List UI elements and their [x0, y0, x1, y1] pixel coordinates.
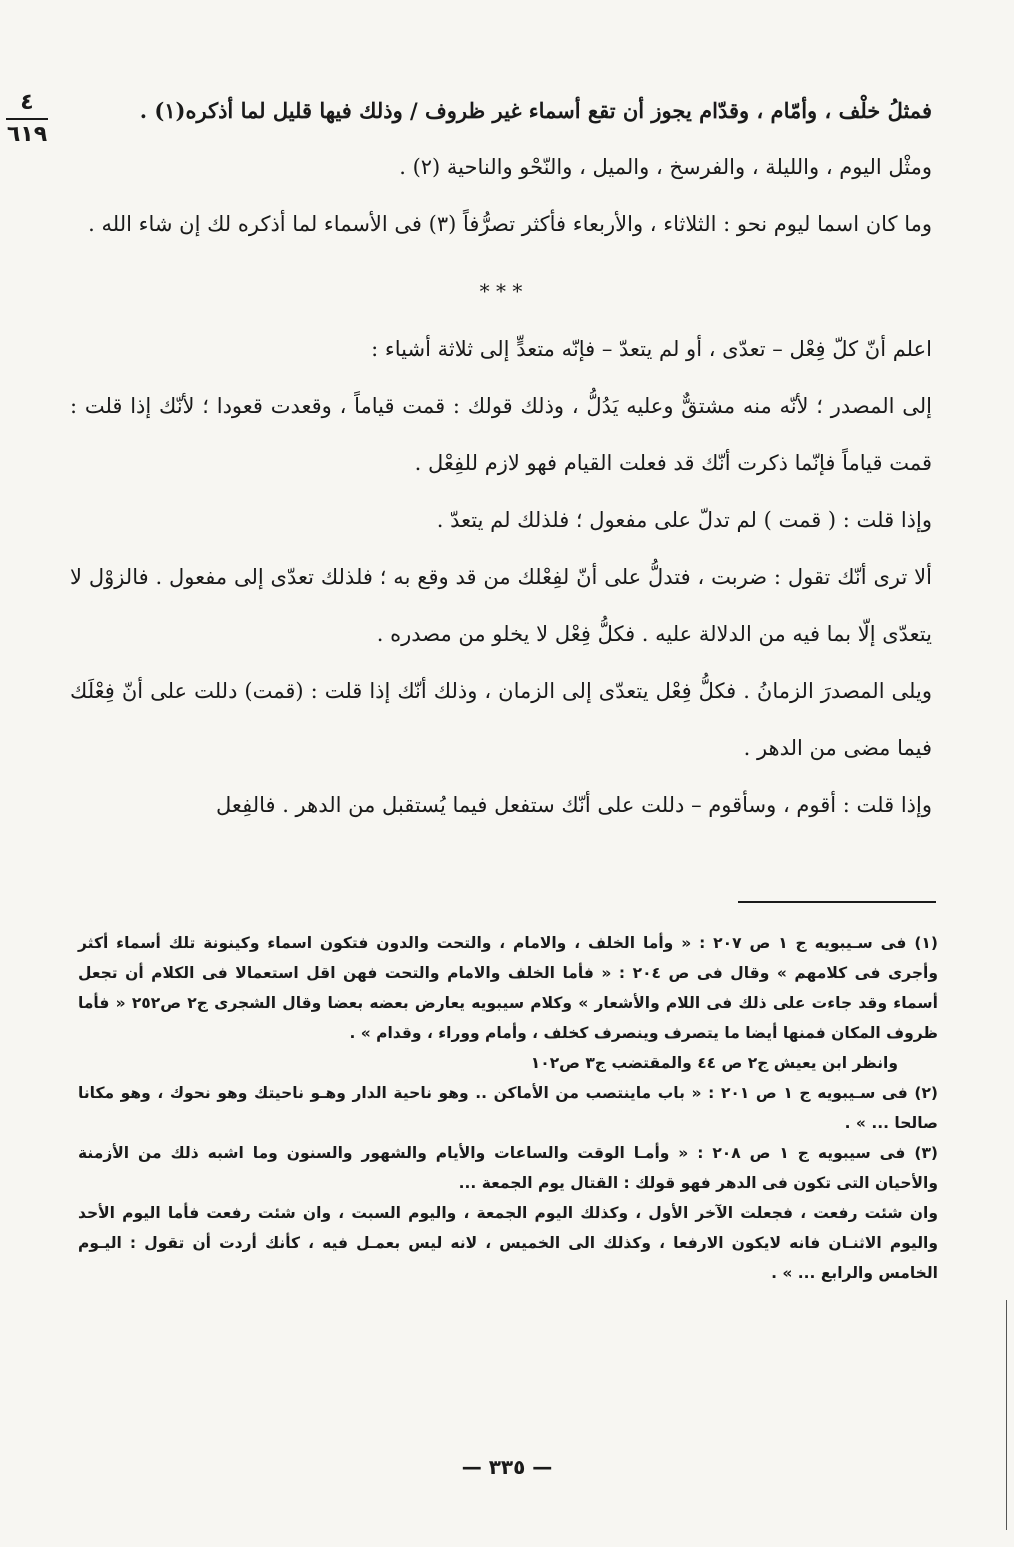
- footnote-2: (٢) فى سـيبويه ج ١ ص ٢٠١ : « باب ماينتصب من الأماكن .. وهو ناحية الدار وهـو ناحيتك وهو نحوك ، وهو مكانا صالحا ... » .: [78, 1084, 938, 1132]
- paragraph-5: إلى المصدر ؛ لأنّه منه مشتقٌّ وعليه يَدُلُّ ، وذلك قولك : قمت قياماً ، وقعدت قعودا ؛ لأنّك إذا قلت : قمت قياماً فإنّما ذكرت أنّك قد فعلت القيام فهو لازم للفِعْل .: [70, 394, 932, 475]
- footnote-1: (١) فى سـيبويه ج ١ ص ٢٠٧ : « وأما الخلف ، والامام ، والتحت والدون فتكون اسماء وكينونة تلك أسماء أكثر وأجرى فى كلامهم » وقال فى ص ٢٠٤ : « فأما الخلف والامام والتحت فهن اقل استعمالا فى الكلام أن تجعل أسماء وقد جاءت على ذلك فى اللام والأشعار » وكلام سيبويه يعارض بعضه بعضا وقال الشجرى ج٢ ص٢٥٢ « فأما ظروف المكان فمنها أيضا ما يتصرف وينصرف كخلف ، وأمام ووراء ، وقدام » .: [78, 934, 938, 1042]
- paragraph-6: وإذا قلت : ( قمت ) لم تدلّ على مفعول ؛ فلذلك لم يتعدّ .: [436, 508, 932, 532]
- footnote-3-continued: وان شئت رفعت ، فجعلت الآخر الأول ، وكذلك اليوم الجمعة ، واليوم السبت ، وان شئت رفعت فأما اليوم الأحد واليوم الاثنـان فانه لايكون الارفعا ، وكذلك الى الخميس ، لانه ليس بعمـل فيه ، كأنك أردت أن تقول : اليـوم الخامس والرابع ... » .: [78, 1204, 938, 1282]
- main-text: [70, 82, 932, 834]
- footnote-1-see-also: وانظر ابن يعيش ج٢ ص ٤٤ والمقتضب ج٣ ص١٠٢: [530, 1054, 898, 1072]
- footnote-3: (٣) فى سيبويه ج ١ ص ٢٠٨ : « وأمـا الوقت والساعات والأيام والشهور والسنون وما اشبه ذلك من الأزمنة والأحيان التى تكون فى الدهر فهو قولك : القتال يوم الجمعة ...: [78, 1144, 938, 1192]
- paragraph-8: ويلى المصدرَ الزمانُ . فكلُّ فِعْل يتعدّى إلى الزمان ، وذلك أنّك إذا قلت : (قمت) دللت على أنّ فِعْلَك فيما مضى من الدهر .: [70, 679, 932, 760]
- paragraph-9: وإذا قلت : أقوم ، وسأقوم – دللت على أنّك ستفعل فيما يُستقبل من الدهر . فالفِعل: [216, 793, 932, 817]
- margin-page-number: ٦١٩: [6, 122, 48, 147]
- margin-part-number: ٤: [6, 88, 48, 120]
- footnotes: [78, 928, 938, 1288]
- paragraph-7: ألا ترى أنّك تقول : ضربت ، فتدلُّ على أنّ لفِعْلك من قد وقع به ؛ فلذلك تعدّى إلى مفعول . فالزوْل لا يتعدّى إلّا بما فيه من الدلالة عليه . فكلُّ فِعْل لا يخلو من مصدره .: [70, 565, 932, 646]
- page-number: — ٣٣٥ —: [461, 1455, 553, 1479]
- paragraph-1: فمثلُ خلْف ، وأمّام ، وقدّام يجوز أن تقع أسماء غير ظروف / وذلك فيها قليل لما أذكره(١) .: [139, 98, 932, 123]
- paragraph-4: اعلم أنّ كلّ فِعْل – تعدّى ، أو لم يتعدّ – فإنّه متعدٍّ إلى ثلاثة أشياء :: [371, 337, 932, 361]
- paragraph-2: ومثْل اليوم ، والليلة ، والفرسخ ، والميل ، والنّحْو والناحية (٢) .: [399, 155, 932, 179]
- section-separator-stars: * * *: [479, 279, 523, 303]
- margin-reference: [6, 88, 48, 150]
- paragraph-3: وما كان اسما ليوم نحو : الثلاثاء ، والأربعاء فأكثر تصرُّفاً (٣) فى الأسماء لما أذكره لك إن شاء الله .: [88, 212, 932, 236]
- page-edge-line: [1006, 1300, 1007, 1530]
- footnote-separator: [738, 901, 936, 903]
